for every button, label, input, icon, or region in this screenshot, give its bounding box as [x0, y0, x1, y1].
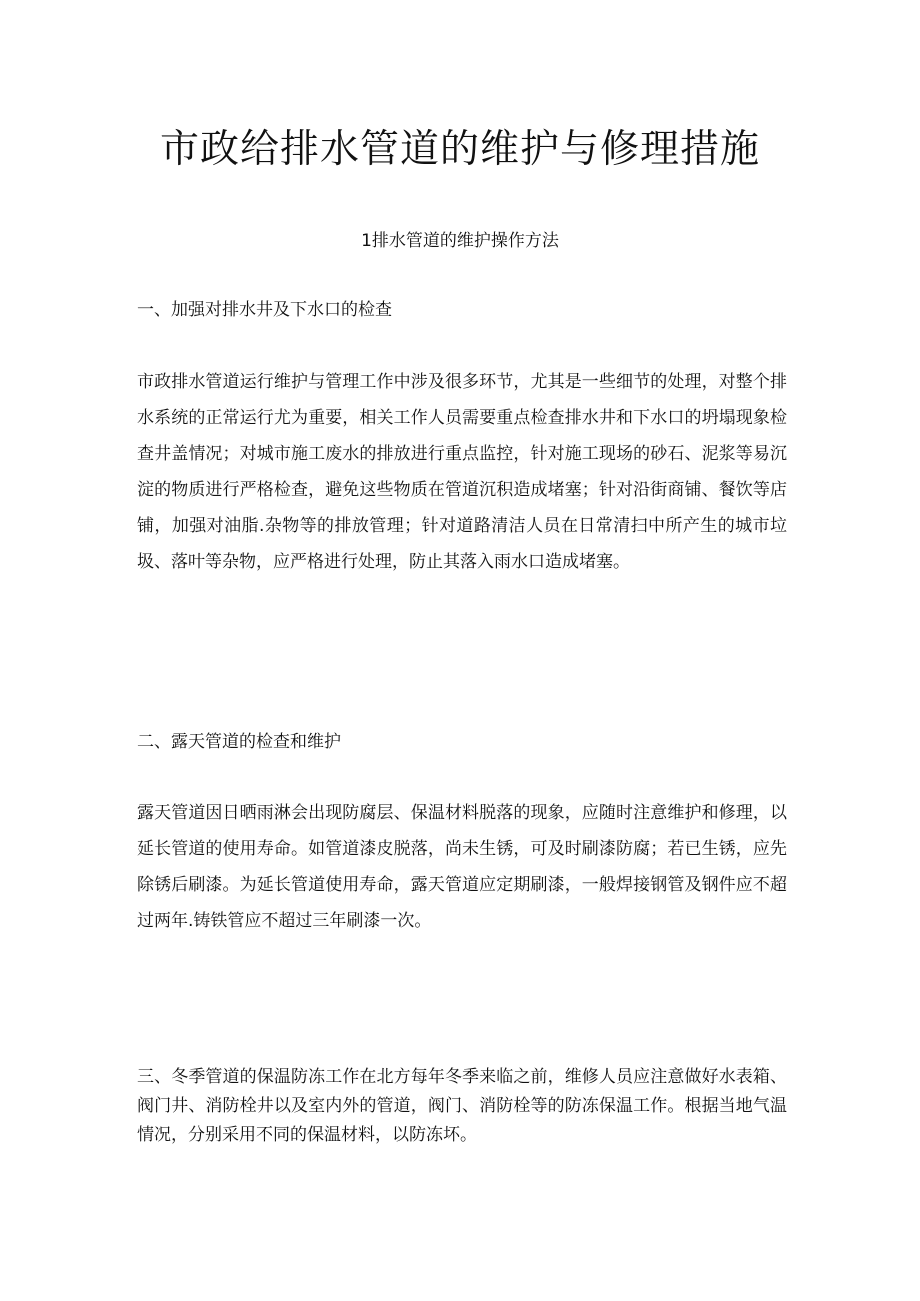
- section-2-heading: 二、露天管道的检查和维护: [137, 732, 341, 752]
- section-3-paragraph: 三、冬季管道的保温防冻工作在北方每年冬季来临之前，维修人员应注意做好水表箱、阀门井、消防栓井以及室内外的管道，阀门、消防栓等的防冻保温工作。根据当地气温情况，分别采用不同的保温材料，以防冻坏。: [137, 1067, 787, 1145]
- section-1-paragraph: 市政排水管道运行维护与管理工作中涉及很多环节，尤其是一些细节的处理，对整个排水系统的正常运行尤为重要，相关工作人员需要重点检查排水井和下水口的坍塌现象检查井盖情况；对城市施工废水的排放进行重点监控，针对施工现场的砂石、泥浆等易沉淀的物质进行严格检查，避免这些物质在管道沉积造成堵塞；针对沿街商铺、餐饮等店铺，加强对油脂.杂物等的排放管理；针对道路清洁人员在日常清扫中所产生的城市垃圾、落叶等杂物，应严格进行处理，防止其落入雨水口造成堵塞。: [137, 372, 787, 572]
- section-2-paragraph: 露天管道因日晒雨淋会出现防腐层、保温材料脱落的现象，应随时注意维护和修理，以延长管道的使用寿命。如管道漆皮脱落，尚未生锈，可及时刷漆防腐；若已生锈，应先除锈后刷漆。为延长管道使用寿命，露天管道应定期刷漆，一般焊接钢管及钢件应不超过两年.铸铁管应不超过三年刷漆一次。: [137, 803, 787, 931]
- section-1-heading: 一、加强对排水井及下水口的检查: [137, 300, 392, 320]
- document-title: 市政给排水管道的维护与修理措施: [159, 127, 760, 172]
- section-subtitle: 1排水管道的维护操作方法: [361, 231, 559, 251]
